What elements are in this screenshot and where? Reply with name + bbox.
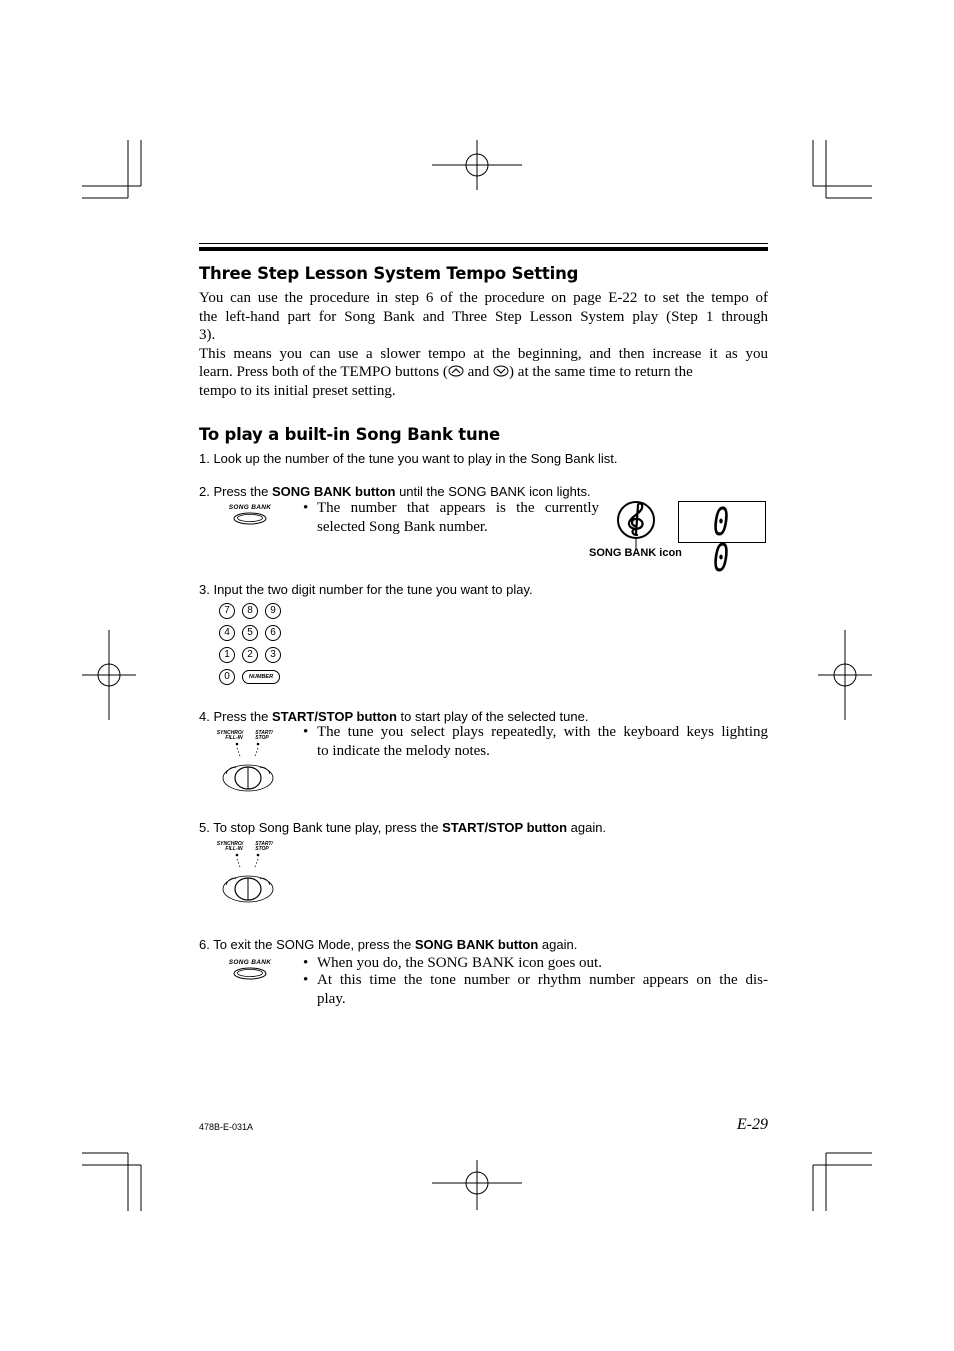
section-heading-song-bank: To play a built-in Song Bank tune [199,425,501,444]
svg-text:SONG BANK: SONG BANK [228,959,272,966]
footer-code: 478B-E-031A [199,1122,254,1132]
keypad-key-2: 2 [242,647,258,663]
svg-text:SYNCHRO/: SYNCHRO/ [216,841,244,847]
para1-line1: You can use the procedure in step 6 of the procedure on page E-22 to set the tempo of [199,290,768,306]
section-heading-tempo: Three Step Lesson System Tempo Setting [199,264,579,283]
svg-text:FILL-IN: FILL-IN [225,846,243,852]
svg-text:START/: START/ [255,730,273,736]
song-bank-indicator-icon [614,499,658,551]
svg-text:STOP: STOP [255,735,269,741]
keypad-key-1: 1 [219,647,235,663]
step-5: 5. To stop Song Bank tune play, press the START/STOP button again. [199,820,607,835]
start-stop-button-icon [214,728,280,794]
top-rule-thick [199,247,768,251]
para2-line3: tempo to its initial preset setting. [199,382,396,399]
keypad-key-7: 7 [219,603,235,619]
keypad-key-number: NUMBER [242,670,280,684]
para2-line1: This means you can use a slower tempo at the beginning, and then increase it as you [199,345,768,362]
para1-line3: 3). [199,327,216,343]
keypad-key-8: 8 [242,603,258,619]
svg-text:SONG BANK: SONG BANK [228,504,272,511]
tempo-paragraph [199,289,768,400]
svg-text:SYNCHRO/: SYNCHRO/ [216,730,244,736]
keypad-key-9: 9 [265,603,281,619]
step-6: 6. To exit the SONG Mode, press the SONG BANK button again. [199,937,578,952]
top-rule-thin [199,243,768,244]
keypad-key-6: 6 [265,625,281,641]
svg-text:FILL-IN: FILL-IN [225,735,243,741]
svg-text:START/: START/ [255,841,273,847]
start-stop-button-icon-2 [214,839,280,905]
step-1: 1. Look up the number of the tune you want to play in the Song Bank list. [199,451,618,466]
song-bank-button-icon [222,502,278,526]
para2-line2-b: ) at the same time to return the [509,364,693,380]
tempo-down-icon [493,365,509,377]
step-4: 4. Press the START/STOP button to start play of the selected tune. [199,709,589,724]
para2-line2-and: and [467,364,490,380]
svg-text:STOP: STOP [255,846,269,852]
song-bank-icon-label: SONG BANK icon [589,547,682,559]
keypad-key-4: 4 [219,625,235,641]
para2-line2-a: learn. Press both of the TEMPO buttons ( [199,364,448,380]
step-2: 2. Press the SONG BANK button until the SONG BANK icon lights. [199,484,591,499]
keypad-key-5: 5 [242,625,258,641]
number-keypad [219,603,289,687]
para1-line2: the left-hand part for Song Bank and Three Step Lesson System play (Step 1 through [199,308,768,325]
step-3: 3. Input the two digit number for the tune you want to play. [199,582,533,597]
tempo-up-icon [448,365,464,377]
page-number: E-29 [736,1116,768,1133]
lcd-display [678,500,766,580]
song-bank-button-icon-2 [222,957,278,981]
lcd-display-value: 0 0 [713,500,734,580]
keypad-key-0: 0 [219,669,235,685]
para2-line2 [199,363,768,382]
keypad-key-3: 3 [265,647,281,663]
